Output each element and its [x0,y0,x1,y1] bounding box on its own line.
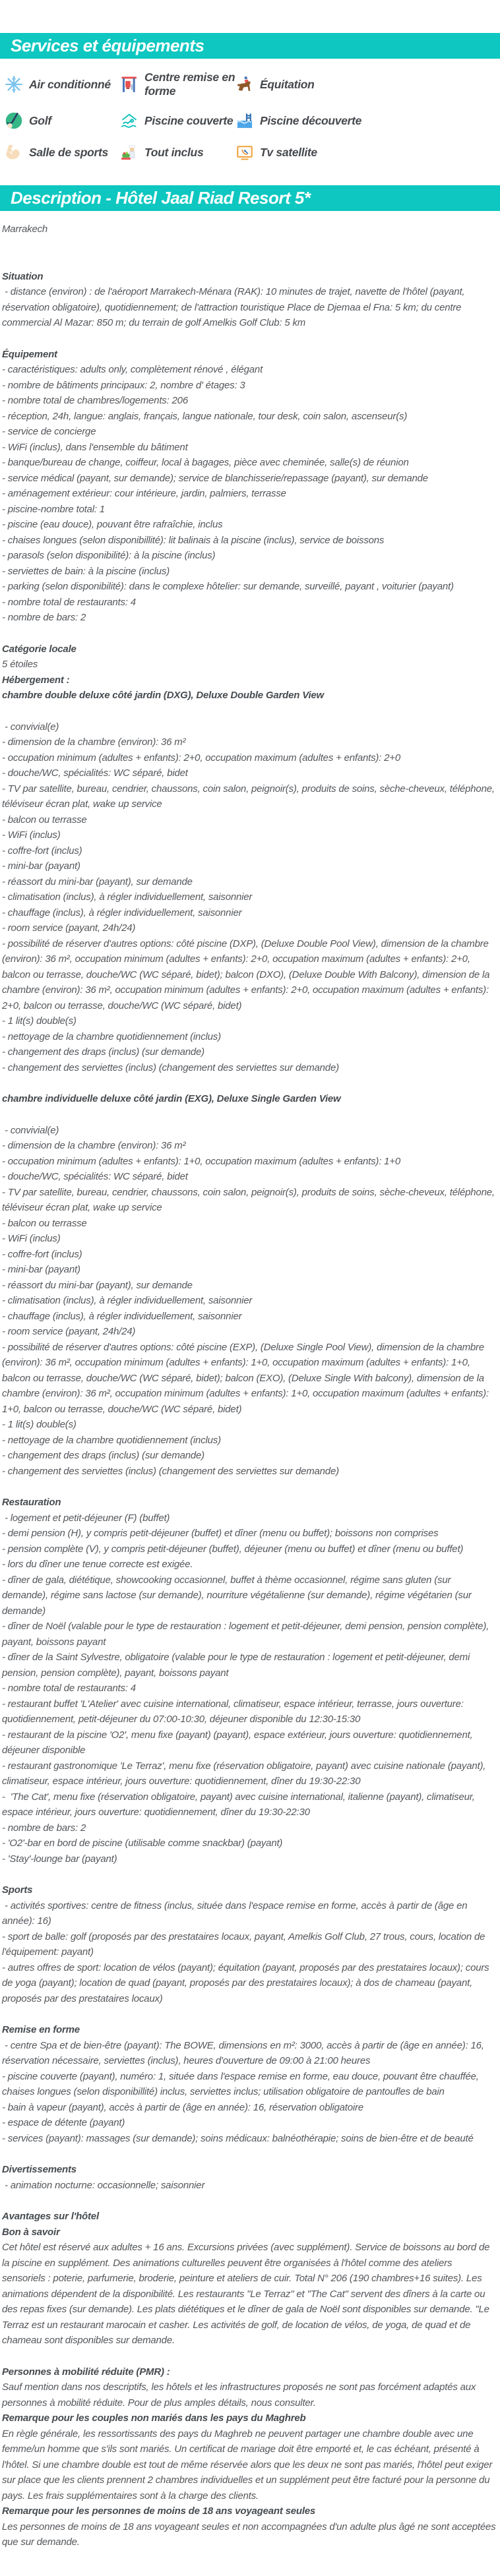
text-line: - mini-bar (payant) [2,860,80,872]
amenity-item [120,71,235,98]
text-line: - WiFi (inclus), dans l'ensemble du bâtiment [2,441,188,453]
text-line: - piscine-nombre total: 1 [2,503,105,515]
section-heading: Sports [2,1884,33,1896]
horse-riding-icon [235,75,254,94]
text-line: - bain à vapeur (payant), accès à partir de (âge en année): 16, réservation obligatoire [2,2101,363,2113]
text-line: - 'O2'-bar en bord de piscine (utilisable comme snackbar) (payant) [2,1838,283,1849]
section-heading: Divertissements [2,2164,77,2175]
description-banner-title: Description - Hôtel Jaal Riad Resort 5* [11,188,311,208]
text-line: - restaurant de la piscine 'O2', menu fixe (payant) (payant), espace extérieur, jours ouverture: quotidiennement, déjeuner disponible [2,1729,476,1756]
text-line: - TV par satellite, bureau, cendrier, chaussons, coin salon, peignoir(s), produits de soins, sèche-cheveux, téléphone, téléviseur écran plat, wake up service [2,1186,497,1213]
section-heading: chambre individuelle deluxe côté jardin (EXG), Deluxe Single Garden View [2,1093,341,1104]
text-line: - animation nocturne: occasionnelle; saisonnier [2,2179,205,2191]
text-line: - service de concierge [2,426,96,437]
text-line: 5 étoiles [2,659,38,670]
section-heading: Avantages sur l'hôtel [2,2211,99,2222]
section-heading: Hébergement : [2,674,70,686]
text-line: - parasols (selon disponibilité): à la piscine (inclus) [2,550,216,561]
text-line: - climatisation (inclus), à régler individuellement, saisonnier [2,891,253,903]
text-line: - possibilité de réserver d'autres options: côté piscine (DXP), (Deluxe Double Pool View), dimension de la chambre (environ): 36 m², occupation minimum (adultes + enfants): 2+0, occupation maximum (adultes + enfants): 2+0, balcon ou terrasse, douche/WC (WC séparé, bidet); balcon (DXO), (Deluxe Double With Balcony), dimension de la chambre (environ): 36 m², occupation minimum (adultes + enfants): 2+0, occupation maximum (adultes + enfants): 2+0, balcon ou terrasse, douche/WC (WC séparé, bidet) [2,938,493,1011]
text-line: - banque/bureau de change, coiffeur, local à bagages, pièce avec cheminée, salle(s) de réunion [2,457,409,468]
section-heading: Catégorie locale [2,643,77,655]
amenity-label: Salle de sports [29,145,108,159]
text-line: - pension complète (V), y compris petit-déjeuner (buffet), déjeuner (menu ou buffet) et dîner (menu ou buffet) [2,1543,464,1555]
section-heading: Personnes à mobilité réduite (PMR) : [2,2366,170,2378]
text-line: - lors du dîner une tenue correcte est exigée. [2,1559,193,1570]
text-line: - réception, 24h, langue: anglais, français, langue nationale, tour desk, coin salon, ascenseur(s) [2,410,408,422]
amenity-item [120,143,235,162]
amenity-item [5,111,120,130]
description-banner [0,185,500,211]
text-line: - centre Spa et de bien-être (payant): The BOWE, dimensions en m²: 3000, accès à partir de (âge en année): 16, réservation nécessaire, serviettes (inclus), heures d'ouverture de 09:00 à 21:00 heures [2,2039,487,2066]
text-line: - convivial(e) [2,1124,59,1136]
text-line: - dîner de Noël (valable pour le type de restauration : logement et petit-déjeuner, demi pension, pension complète), payant, boissons payant [2,1621,492,1648]
golf-icon [5,111,23,130]
text-line: - coffre-fort (inclus) [2,1248,82,1260]
snowflake-icon [5,75,23,94]
spacer [2,626,497,642]
spacer [2,2193,497,2209]
outdoor-pool-icon [235,111,254,130]
text-line: - dîner de gala, diététique, showcooking occasionnel, buffet à thème occasionnel, régime sans gluten (sur demande), régime sans lactose (sur demande), nourriture végétalienne (sur demande), régime végétarien (sur demande) [2,1574,474,1617]
text-line: - caractéristiques: adults only, complètement rénové , élégant [2,364,263,375]
text-line: - nombre de bars: 2 [2,1822,86,1834]
text-line: - restaurant gastronomique 'Le Terraz', menu fixe (réservation obligatoire, payant) avec cuisine nationale (payant), climatiseur, espace intérieur, jours ouverture: quotidiennement, dîner du 19:30-22:30 [2,1760,489,1787]
section-heading: Situation [2,270,44,282]
text-line: - 'The Cat', menu fixe (réservation obligatoire, payant) avec cuisine international, italienne (payant), climatiseur, espace intérieur, jours ouverture: quotidiennement, dîner du 19:30-22:30 [2,1791,478,1818]
section-heading: Remarque pour les couples non mariés dans les pays du Maghreb [2,2412,306,2424]
section-heading: chambre double deluxe côté jardin (DXG), Deluxe Double Garden View [2,690,325,701]
text-line: Cet hôtel est réservé aux adultes + 16 ans. Excursions privées (avec supplément). Service de boissons au bord de la piscine en supplément. Des animations culturelles peuvent être organisées à l'hôtel comme des ateliers sensoriels : poterie, parfumerie, broderie, peinture et ateliers de cuir. Total N° 206 (190 chambres+16 suites). Les animations dépendent de la disponibilité. Les restaurants "Le Terraz" et "The Cat" servent des dîners à la carte ou des repas fixes (sur demande). Les plats diététiques et le dîner de gala de Noël sont disponibles sur demande. "Le Terraz est un restaurant marocain et casher. Les activités de golf, de location de vélos, de yoga, de quad et de chameau sont disponibles sur demande. [2,2242,493,2346]
text-line: - service médical (payant, sur demande); service de blanchisserie/repassage (payant), sur demande [2,472,428,484]
text-line: - changement des draps (inclus) (sur demande) [2,1046,204,1058]
text-line: - espace de détente (payant) [2,2117,125,2128]
all-inclusive-icon [120,143,139,162]
text-line: - room service (payant, 24h/24) [2,1326,136,1337]
text-line: - sport de balle: golf (proposés par des prestataires locaux, payant, Amelkis Golf Club, 27 trous, cours, location de l'équipement: payant) [2,1931,488,1958]
text-line: - room service (payant, 24h/24) [2,922,136,934]
text-line: - TV par satellite, bureau, cendrier, chaussons, coin salon, peignoir(s), produits de soins, sèche-cheveux, téléphone, téléviseur écran plat, wake up service [2,783,497,810]
text-line: - réassort du mini-bar (payant), sur demande [2,876,193,887]
text-line: - nombre total de restaurants: 4 [2,596,136,608]
text-line: - WiFi (inclus) [2,1233,61,1244]
text-line: - parking (selon disponibilité): dans le complexe hôtelier: sur demande, surveillé, payant , voiturier (payant) [2,581,454,592]
text-line: - dîner de la Saint Sylvestre, obligatoire (valable pour le type de restauration : logement et petit-déjeuner, demi pension, pension complète), payant, boissons payant [2,1652,473,1679]
text-line: En règle générale, les ressortissants des pays du Maghreb ne peuvent partager une chambre double avec une femme/un homme que s'ils sont mariés. Un certificat de mariage doit être emporté et, le cas échéant, présenté à l'hôtel. Si une chambre double est tout de même réservée alors que les deux ne sont pas mariés, l'hôtel peut exiger sur place que les clients prennent 2 chambres individuelles et un supplément peut être facturé pour la personne du pays. Les frais supplémentaires sont à la charge des clients. [2,2428,495,2501]
amenity-item [120,111,235,130]
spacer [2,1867,497,1882]
page [0,33,500,2570]
text-line: - balcon ou terrasse [2,814,87,825]
section-heading: Bon à savoir [2,2226,60,2238]
amenity-item [235,143,367,162]
text-line: - serviettes de bain: à la piscine (inclus) [2,565,170,577]
text-line: - changement des serviettes (inclus) (changement des serviettes sur demande) [2,1465,339,1477]
amenity-item [5,143,120,162]
text-line: - nombre total de restaurants: 4 [2,1683,136,1694]
text-line: Les personnes de moins de 18 ans voyageant seules et non accompagnées d'un adulte plus âgé ne sont acceptées que sur demande. [2,2521,499,2548]
section-heading: Restauration [2,1497,61,1508]
text-line: - chauffage (inclus), à régler individuellement, saisonnier [2,1310,242,1322]
text-line: - nettoyage de la chambre quotidiennement (inclus) [2,1031,221,1042]
text-line: - nombre de bars: 2 [2,612,86,623]
spacer [2,1107,497,1123]
gym-icon [5,143,23,162]
text-line: - occupation minimum (adultes + enfants): 1+0, occupation maximum (adultes + enfants): 1+0 [2,1155,400,1167]
description-body [0,211,500,2570]
spacer [2,1479,497,1495]
services-banner [0,33,500,59]
text-line: - chauffage (inclus), à régler individuellement, saisonnier [2,907,242,918]
text-line: Marrakech [2,224,48,235]
text-line: - nombre total de chambres/logements: 206 [2,395,188,406]
amenity-label: Centre remise en forme [144,71,235,98]
amenity-label: Équitation [260,77,315,91]
section-heading: Remarque pour les personnes de moins de 18 ans voyageant seules [2,2505,316,2517]
amenity-item [235,111,367,130]
text-line: - changement des draps (inclus) (sur demande) [2,1450,204,1461]
spacer [2,237,497,253]
amenity-label: Piscine découverte [260,113,362,127]
spacer [2,704,497,719]
text-line: Sauf mention dans nos descriptifs, les hôtels et les infrastructures proposés ne sont pas forcément adaptés aux personnes à mobilité réduite. Pour de plus amples détails, nous consulter. [2,2381,479,2409]
text-line: - balcon ou terrasse [2,1217,87,1229]
text-line: - 'Stay'-lounge bar (payant) [2,1853,117,1865]
spacer [2,253,497,269]
text-line: - douche/WC, spécialités: WC séparé, bidet [2,767,188,779]
amenity-label: Air conditionné [29,77,111,91]
text-line: - coffre-fort (inclus) [2,845,82,856]
section-heading: Équipement [2,348,57,360]
amenity-label: Piscine couverte [144,113,234,127]
text-line: - aménagement extérieur: cour intérieure, jardin, palmiers, terrasse [2,488,286,499]
text-line: - services (payant): massages (sur demande); soins médicaux: balnéothérapie; soins de bien-être et de beauté [2,2132,474,2144]
text-line: - climatisation (inclus), à régler individuellement, saisonnier [2,1295,253,1306]
spacer [2,1075,497,1091]
text-line: - dimension de la chambre (environ): 36 m² [2,1140,186,1151]
text-line: - 1 lit(s) double(s) [2,1015,77,1027]
text-line: - possibilité de réserver d'autres options: côté piscine (EXP), (Deluxe Single Pool View), dimension de la chambre (environ): 36 m², occupation minimum (adultes + enfants): 1+0, occupation maximum (adultes + enfants): 1+0, balcon ou terrasse, douche/WC (WC séparé, bidet); balcon (EXO), (Deluxe Single With balcony), dimension de la chambre (environ): 36 m², occupation minimum (adultes + enfants): 1+0, occupation maximum (adultes + enfants): 1+0, balcon ou terrasse, douche/WC (WC séparé, bidet) [2,1341,491,1415]
text-line: - 1 lit(s) double(s) [2,1419,77,1430]
text-line: - mini-bar (payant) [2,1264,80,1275]
fitness-icon [120,75,139,94]
satellite-tv-icon [235,143,254,162]
text-line: - WiFi (inclus) [2,829,61,841]
text-line: - convivial(e) [2,721,59,733]
amenity-label: Tv satellite [260,145,317,159]
text-line: - activités sportives: centre de fitness (inclus, située dans l'espace remise en forme, accès à partir de (âge en année): 16) [2,1900,470,1927]
text-line: - nettoyage de la chambre quotidiennement (inclus) [2,1434,221,1446]
indoor-pool-icon [120,111,139,130]
spacer [2,2349,497,2364]
text-line: - chaises longues (selon disponibillité): lit balinais à la piscine (inclus), service de boissons [2,534,385,546]
text-line: - dimension de la chambre (environ): 36 m² [2,736,186,748]
text-line: - changement des serviettes (inclus) (changement des serviettes sur demande) [2,1062,339,1073]
text-line: - logement et petit-déjeuner (F) (buffet) [2,1512,170,1524]
section-heading: Remise en forme [2,2024,80,2035]
spacer [2,2006,497,2022]
text-line: - douche/WC, spécialités: WC séparé, bidet [2,1171,188,1182]
spacer [2,331,497,347]
text-line: - demi pension (H), y compris petit-déjeuner (buffet) et dîner (menu ou buffet); boissons non comprises [2,1528,439,1539]
amenity-label: Tout inclus [144,145,204,159]
text-line: - restaurant buffet 'L'Atelier' avec cuisine international, climatiseur, espace intérieur, terrasse, jours ouverture: quotidiennement, petit-déjeuner du 07:00-10:30, déjeuner disponible du 12:30-15:30 [2,1698,466,1725]
text-line: - autres offres de sport: location de vélos (payant); équitation (payant, proposés par des prestataires locaux); cours de yoga (payant); location de quad (payant, proposés par des prestataires locaux); à dos de chameau (payant, proposés par des prestataires locaux) [2,1962,492,2004]
spacer [2,2146,497,2162]
amenity-label: Golf [29,113,51,127]
amenity-item [235,71,367,98]
services-banner-title: Services et équipements [11,36,204,55]
amenity-item [5,71,120,98]
text-line: - réassort du mini-bar (payant), sur demande [2,1279,193,1291]
text-line: - nombre de bâtiments principaux: 2, nombre d' étages: 3 [2,379,245,391]
text-line: - distance (environ) : de l'aéroport Marrakech-Ménara (RAK): 10 minutes de trajet, navette de l'hôtel (payant, réservation obligatoire), quotidiennement; de l'attraction touristique Place de Djemaa el Fna: 5 km; du centre commercial Al Mazar: 850 m; du terrain de golf Amelkis Golf Club: 5 km [2,286,468,328]
amenities-grid [0,59,500,162]
text-line: - piscine (eau douce), pouvant être rafraîchie, inclus [2,519,223,530]
text-line: - occupation minimum (adultes + enfants): 2+0, occupation maximum (adultes + enfants): 2+0 [2,752,400,764]
text-line: - piscine couverte (payant), numéro: 1, située dans l'espace remise en forme, eau douce, pouvant être chauffée, chaises longues (selon disponibillité) inclus, serviettes inclus; utilisation obligatoire de pantoufles de bain [2,2070,482,2097]
